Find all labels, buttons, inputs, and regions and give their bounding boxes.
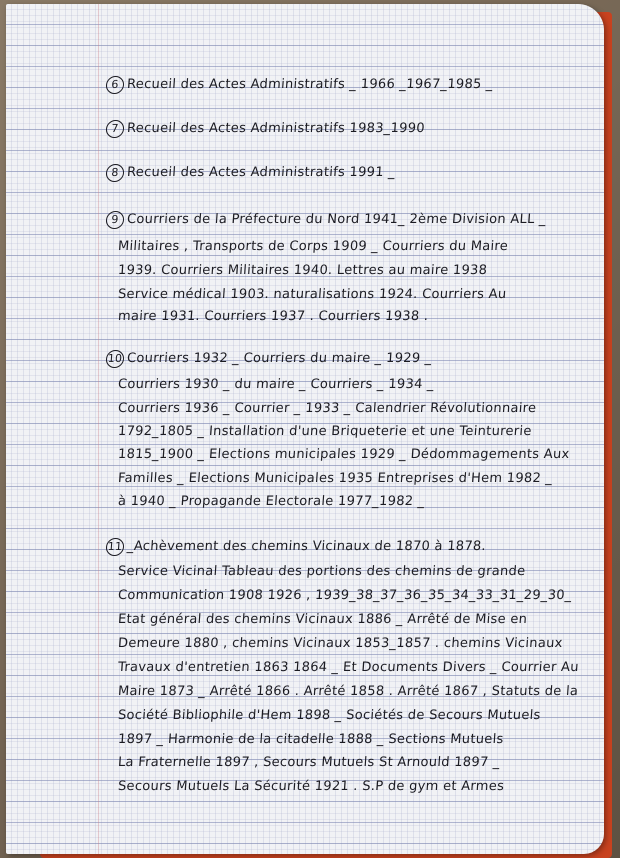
entry-9: [105, 211, 546, 229]
entry-10-line: Familles _ Elections Municipales 1935 Entreprises d'Hem 1982 _: [117, 471, 553, 486]
entry-7: [105, 120, 425, 138]
entry-number: 10: [105, 350, 124, 368]
entry-11: [105, 538, 486, 556]
entry-number: 8: [105, 164, 124, 182]
entry-9-line: Service médical 1903. naturalisations 1924. Courriers Au: [117, 287, 507, 302]
entry-text: Recueil des Actes Administratifs 1983_1990: [126, 121, 426, 136]
entry-11-line: 1897 _ Harmonie de la citadelle 1888 _ Sections Mutuels: [117, 732, 505, 747]
entry-11-line: Demeure 1880 , chemins Vicinaux 1853_1857 . chemins Vicinaux: [117, 636, 564, 651]
entry-6: [105, 76, 493, 94]
entry-11-line: Maire 1873 _ Arrêté 1866 . Arrêté 1858 . Arrêté 1867 , Statuts de la: [117, 684, 579, 699]
entry-number: 11: [105, 538, 124, 556]
entry-text: _Achèvement des chemins Vicinaux de 1870 à 1878.: [126, 539, 487, 554]
entry-11-line: Etat général des chemins Vicinaux 1886 _ Arrêté de Mise en: [117, 612, 528, 627]
entry-10-line: Courriers 1936 _ Courrier _ 1933 _ Calendrier Révolutionnaire: [117, 401, 537, 416]
entry-10: [105, 350, 432, 368]
entry-text: Courriers de la Préfecture du Nord 1941_ 2ème Division ALL _: [126, 212, 547, 227]
entry-11-line: Société Bibliophile d'Hem 1898 _ Sociétés de Secours Mutuels: [117, 708, 542, 723]
entry-11-line: La Fraternelle 1897 , Secours Mutuels St Arnould 1897 _: [117, 755, 501, 770]
entry-11-line: Secours Mutuels La Sécurité 1921 . S.P de gym et Armes: [117, 779, 505, 794]
entry-number: 7: [105, 120, 124, 138]
entry-9-line: maire 1931. Courriers 1937 . Courriers 1938 .: [117, 309, 429, 324]
entry-9-line: 1939. Courriers Militaires 1940. Lettres au maire 1938: [117, 263, 488, 278]
entry-10-line: à 1940 _ Propagande Electorale 1977_1982 _: [117, 494, 426, 509]
entry-10-line: 1815_1900 _ Elections municipales 1929 _ Dédommagements Aux: [117, 447, 571, 462]
notebook-page: [6, 4, 604, 854]
entry-11-line: Travaux d'entretien 1863 1864 _ Et Documents Divers _ Courrier Au: [117, 660, 580, 675]
entry-11-line: Communication 1908 1926 , 1939_38_37_36_35_34_33_31_29_30_: [117, 588, 573, 603]
entry-10-line: Courriers 1930 _ du maire _ Courriers _ 1934 _: [117, 377, 435, 392]
entry-text: Recueil des Actes Administratifs _ 1966 _1967_1985 _: [126, 77, 494, 92]
margin-line: [98, 4, 99, 854]
entry-10-line: 1792_1805 _ Installation d'une Briqueterie et une Teinturerie: [117, 424, 533, 439]
entry-9-line: Militaires , Transports de Corps 1909 _ Courriers du Maire: [117, 239, 509, 254]
entry-8: [105, 164, 395, 182]
entry-11-line: Service Vicinal Tableau des portions des chemins de grande: [117, 564, 526, 579]
entry-number: 6: [105, 76, 124, 94]
entry-text: Recueil des Actes Administratifs 1991 _: [126, 165, 396, 180]
entry-text: Courriers 1932 _ Courriers du maire _ 1929 _: [126, 351, 433, 366]
entry-number: 9: [105, 211, 124, 229]
